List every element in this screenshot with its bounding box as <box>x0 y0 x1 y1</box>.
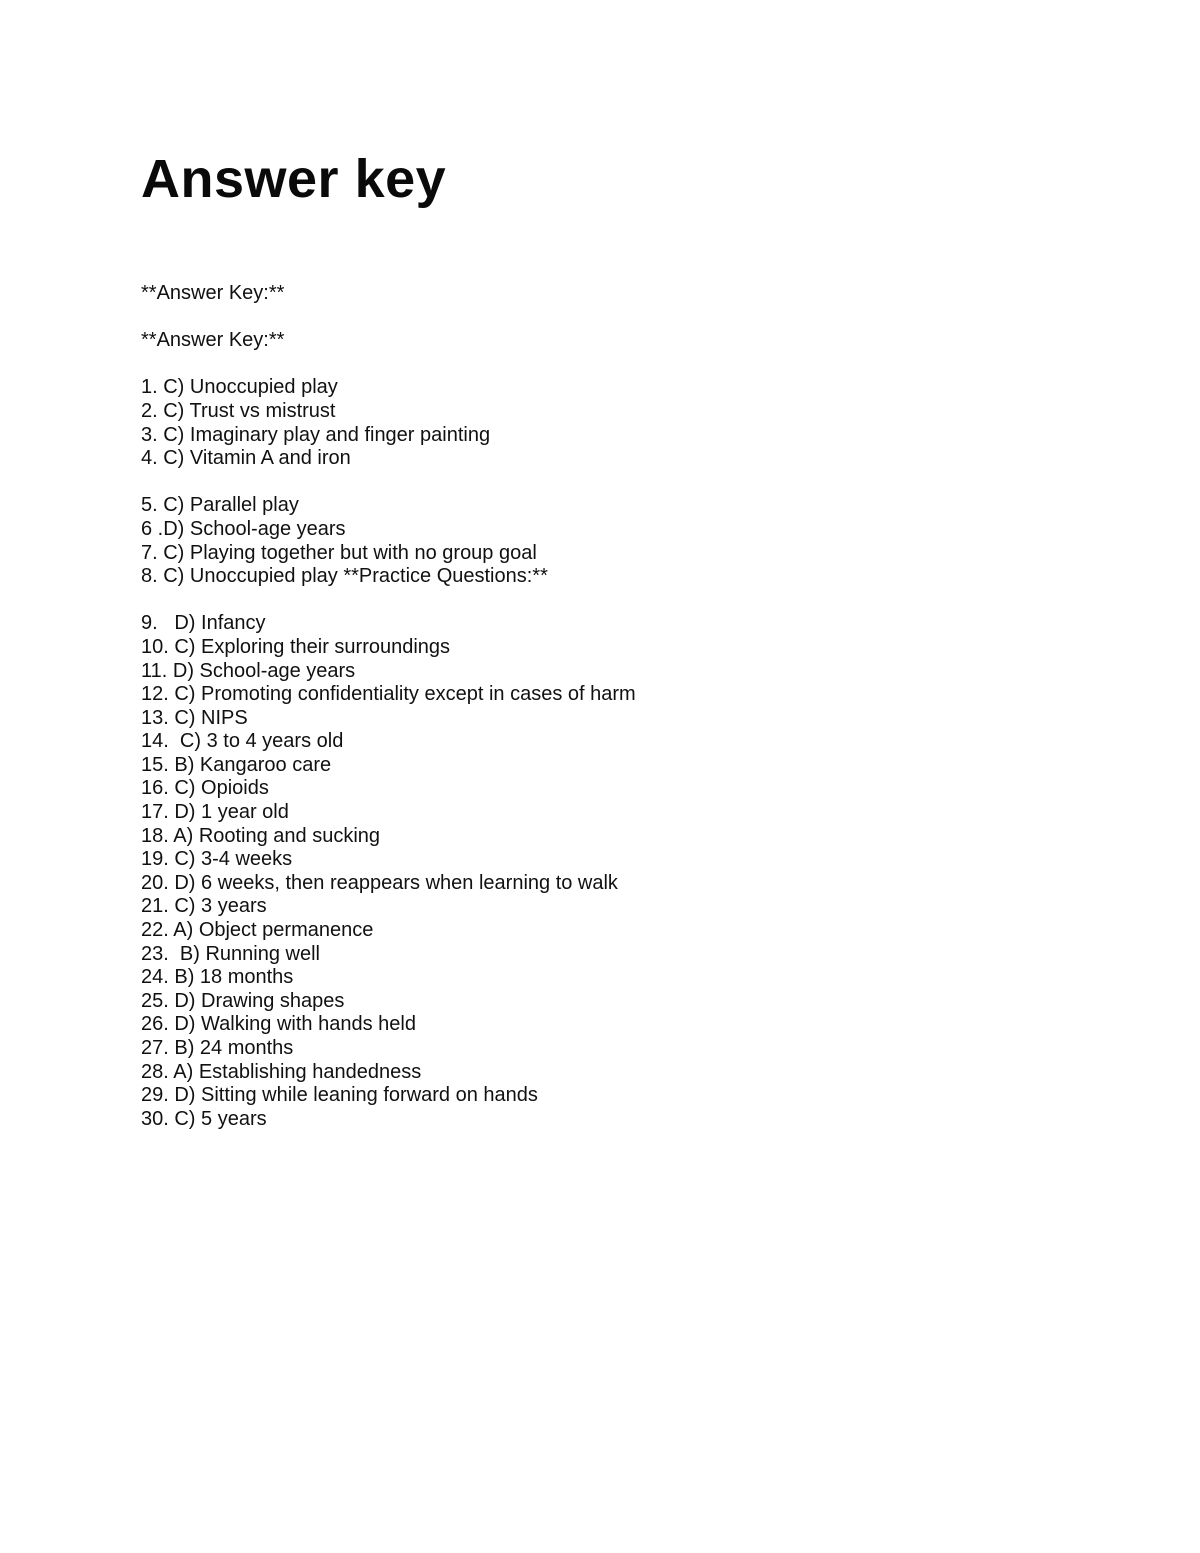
answer-line: 26. D) Walking with hands held <box>141 1013 416 1036</box>
answer-line: 18. A) Rooting and sucking <box>141 824 381 847</box>
answer-line: 23. B) Running well <box>141 942 320 965</box>
answer-line: 20. D) 6 weeks, then reappears when learning to walk <box>141 871 618 894</box>
answer-key-content <box>141 282 1141 1155</box>
page-title: Answer key <box>141 149 447 209</box>
answer-line: 29. D) Sitting while leaning forward on hands <box>141 1084 538 1107</box>
answer-key-heading: **Answer Key:** <box>141 282 285 304</box>
answer-block <box>141 376 1141 470</box>
answer-key-heading: **Answer Key:** <box>141 329 285 352</box>
answer-line: 19. C) 3-4 weeks <box>141 848 293 871</box>
answer-line: 14. C) 3 to 4 years old <box>141 730 344 753</box>
answer-line: 6 .D) School-age years <box>141 517 346 540</box>
answer-line: 2. C) Trust vs mistrust <box>141 399 336 422</box>
answer-block <box>141 494 1141 588</box>
answer-block <box>141 612 1141 1131</box>
answer-line: 10. C) Exploring their surroundings <box>141 635 451 658</box>
answer-line: 7. C) Playing together but with no group goal <box>141 541 537 564</box>
answer-line: 27. B) 24 months <box>141 1037 294 1059</box>
answer-line: 13. C) NIPS <box>141 706 248 729</box>
answer-line: 21. C) 3 years <box>141 895 267 918</box>
answer-line: 22. A) Object permanence <box>141 919 374 942</box>
answer-line: 8. C) Unoccupied play **Practice Questions:** <box>141 565 548 588</box>
answer-line: 11. D) School-age years <box>141 659 356 682</box>
answer-line: 1. C) Unoccupied play <box>141 376 338 399</box>
answer-line: 24. B) 18 months <box>141 966 294 989</box>
answer-line: 25. D) Drawing shapes <box>141 989 345 1012</box>
answer-line: 3. C) Imaginary play and finger painting <box>141 423 491 446</box>
answer-line: 9. D) Infancy <box>141 612 266 635</box>
answer-line: 16. C) Opioids <box>141 777 269 800</box>
answer-line: 28. A) Establishing handedness <box>141 1060 422 1083</box>
answer-line: 15. B) Kangaroo care <box>141 753 332 776</box>
answer-line: 4. C) Vitamin A and iron <box>141 447 351 470</box>
answer-line: 5. C) Parallel play <box>141 494 299 517</box>
answer-line: 17. D) 1 year old <box>141 801 289 824</box>
answer-line: 30. C) 5 years <box>141 1107 267 1130</box>
answer-line: 12. C) Promoting confidentiality except in cases of harm <box>141 683 636 706</box>
